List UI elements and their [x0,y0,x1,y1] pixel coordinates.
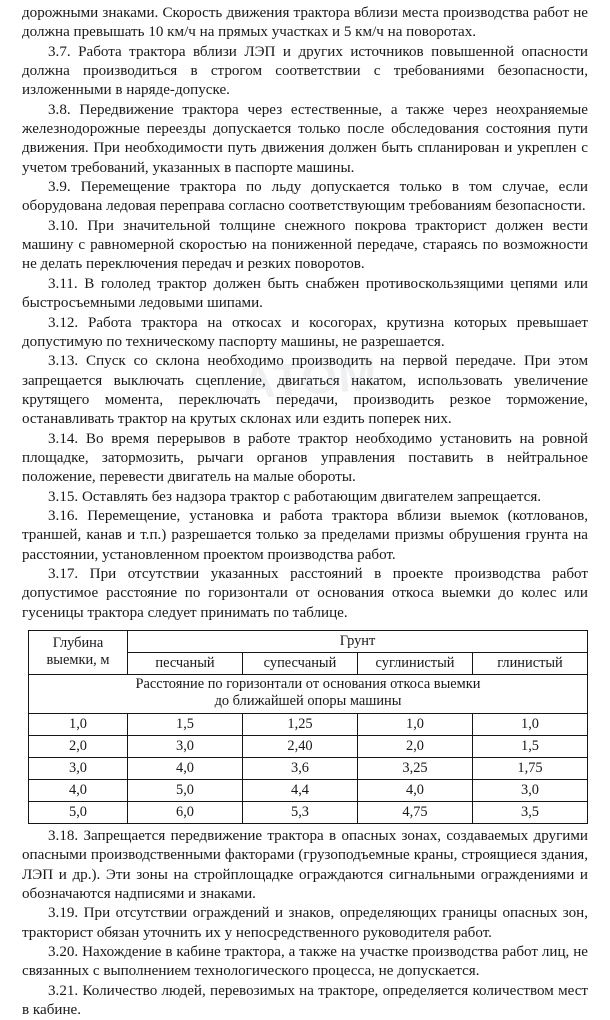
cell-depth: 1,0 [29,713,128,735]
cell-sandy-loam: 3,6 [243,757,358,779]
cell-sandy: 4,0 [128,757,243,779]
cell-loam: 4,75 [358,801,473,823]
paragraph-3-13: 3.13. Спуск со склона необходимо производить на первой передаче. При этом запрещается выключать сцепление, двигаться накатом, использовать увеличение крутящего момента, переключать передачи, производить резкое торможение, останавливать трактор на крутых склонах или ездить поперек них. [22,353,588,428]
paragraph-3-17: 3.17. При отсутствии указанных расстояний в проекте производства работ допустимое расстояние по горизонтали от основания откоса выемки до колес или гусеницы трактора следует принимать по таблице. [22,565,588,621]
page-watermark: АТОМ [239,347,380,409]
cell-sandy-loam: 5,3 [243,801,358,823]
paragraph-3-10: 3.10. При значительной толщине снежного покрова тракторист должен вести машину с равномерной скоростью на пониженной передаче, стараясь по возможности не делать переключения передач и резких поворотов. [22,217,588,273]
cell-sandy-loam: 4,4 [243,779,358,801]
cell-sandy: 5,0 [128,779,243,801]
cell-depth: 4,0 [29,779,128,801]
paragraph-block-bottom [22,827,588,1020]
depth-label-line-1: Глубина [52,634,104,651]
depth-label-line-2: выемки, м [46,652,110,668]
table-header-soil-sandy: песчаный [128,653,243,675]
paragraph-3-16: 3.16. Перемещение, установка и работа трактора вблизи выемок (котлованов, траншей, канав и т.п.) разрешается только за пределами призмы обрушения грунта на расстоянии, установленном проектом производства работ. [22,507,588,563]
paragraph-3-14: 3.14. Во время перерывов в работе трактор необходимо установить на ровной площадке, затормозить, рычаги органов управления поставить в нейтральное положение, перевести двигатель на малые обороты. [22,430,588,486]
cell-loam: 4,0 [358,779,473,801]
cell-loam: 3,25 [358,757,473,779]
table-row [29,757,588,779]
paragraph-3-15: 3.15. Оставлять без надзора трактор с работающим двигателем запрещается. [48,488,542,505]
table-row [29,779,588,801]
table-header-row-1 [29,631,588,653]
table-note-line-2: до ближайшей опоры машины [214,693,402,710]
table-note-line-1: Расстояние по горизонтали от основания откоса выемки [135,676,481,692]
table-header-soil-sandy-loam: супесчаный [243,653,358,675]
cell-loam: 1,0 [358,713,473,735]
paragraph: дорожными знаками. Скорость движения трактора вблизи места производства работ не должна превышать 10 км/ч на прямых участках и 5 км/ч на поворотах. [22,5,588,41]
table-header-depth [29,631,128,675]
cell-depth: 3,0 [29,757,128,779]
distance-table [28,630,588,824]
cell-sandy: 1,5 [128,713,243,735]
paragraph-3-12: 3.12. Работа трактора на откосах и косогорах, крутизна которых превышает допустимую по техническому паспорту машины, не разрешается. [22,314,588,350]
paragraph-3-18: 3.18. Запрещается передвижение трактора в опасных зонах, создаваемых другими опасными производственными факторами (грузоподъемные краны, строящиеся здания, ЛЭП и др.). Эти зоны на стройплощадке ограждаются сигнальными ограждениями и обозначаются надписями и знаками. [22,827,588,902]
table-header-soil-loam: суглинистый [358,653,473,675]
cell-clay: 1,75 [473,757,588,779]
cell-sandy-loam: 2,40 [243,735,358,757]
cell-clay: 1,0 [473,713,588,735]
table-note [29,675,588,714]
paragraph-block-top [22,4,588,623]
cell-clay: 1,5 [473,735,588,757]
paragraph-3-8: 3.8. Передвижение трактора через естественные, а также через неохраняемые железнодорожные переезды допускается только после обследования состояния пути движения. При необходимости путь движения должен быть спланирован и укреплен с учетом требований, указанных в паспорте машины. [22,101,588,176]
paragraph-3-11: 3.11. В гололед трактор должен быть снабжен противоскользящими цепями или быстросъемными ледовыми шипами. [22,275,588,312]
cell-clay: 3,0 [473,779,588,801]
cell-depth: 5,0 [29,801,128,823]
table-header-ground: Грунт [128,631,588,653]
paragraph-3-19: 3.19. При отсутствии ограждений и знаков, определяющих границы опасных зон, тракторист обязан уточнить их у непосредственного руководителя работ. [22,905,588,941]
table-note-row [29,675,588,714]
cell-depth: 2,0 [29,735,128,757]
cell-sandy: 6,0 [128,801,243,823]
cell-sandy: 3,0 [128,735,243,757]
paragraph-3-9: 3.9. Перемещение трактора по льду допускается только в том случае, если оборудована ледовая переправа согласно соответствующим требованиям безопасности. [22,179,588,215]
paragraph-3-7: 3.7. Работа трактора вблизи ЛЭП и других источников повышенной опасности должна производиться в строгом соответствии с требованиями безопасности, изложенными в наряде-допуске. [22,43,588,99]
table-row [29,735,588,757]
paragraph-3-20: 3.20. Нахождение в кабине трактора, а также на участке производства работ лиц, не связанных с выполнением технологического процесса, не допускается. [22,943,588,980]
table-row [29,713,588,735]
cell-sandy-loam: 1,25 [243,713,358,735]
cell-loam: 2,0 [358,735,473,757]
paragraph-3-21: 3.21. Количество людей, перевозимых на тракторе, определяется количеством мест в кабине. [22,982,588,1018]
cell-clay: 3,5 [473,801,588,823]
table-row [29,801,588,823]
table-header-soil-clay: глинистый [473,653,588,675]
